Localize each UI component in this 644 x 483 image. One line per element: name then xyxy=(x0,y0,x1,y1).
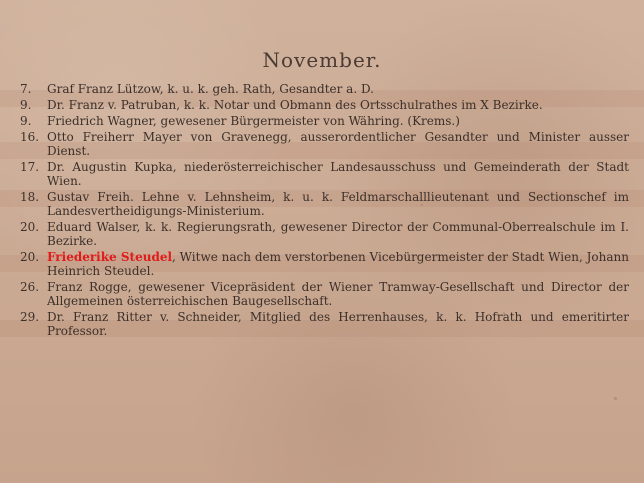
entry-number: 17. xyxy=(20,160,40,174)
entry-text: Friedrich Wagner, gewesener Bürgermeister von Währing. (Krems.) xyxy=(47,114,460,128)
entry-text: Graf Franz Lützow, k. u. k. geh. Rath, Gesandter a. D. xyxy=(47,82,374,96)
list-item xyxy=(20,130,630,158)
entry-text: Otto Freiherr Mayer von Gravenegg, ausserordentlicher Gesandter und Minister ausser Dienst. xyxy=(47,130,629,158)
list-item-highlighted xyxy=(20,250,630,278)
list-item xyxy=(20,310,630,338)
entry-number: 7. xyxy=(20,82,32,96)
list-item xyxy=(20,280,630,308)
highlighted-name: Friederike Steudel xyxy=(47,250,173,264)
page-title: November. xyxy=(262,48,382,72)
entry-text: Eduard Walser, k. k. Regierungsrath, gewesener Director der Communal-Oberrealschule im I. Bezirke. xyxy=(47,220,629,248)
list-item xyxy=(20,82,630,96)
entry-number: 29. xyxy=(20,310,40,324)
entry-text: Gustav Freih. Lehne v. Lehnsheim, k. u. k. Feldmarschalllieutenant und Sectionschef im Landesvertheidigungs-Ministerium. xyxy=(47,190,629,218)
entry-text xyxy=(47,250,629,278)
list-item xyxy=(20,98,630,112)
paper-speck xyxy=(614,397,617,400)
entry-text: Dr. Franz v. Patruban, k. k. Notar und Obmann des Ortsschulrathes im X Bezirke. xyxy=(47,98,543,112)
entry-number: 26. xyxy=(20,280,40,294)
entry-text: Dr. Augustin Kupka, niederösterreichischer Landesausschuss und Gemeinderath der Stadt Wien. xyxy=(47,160,629,188)
list-item xyxy=(20,190,630,218)
entry-text: Franz Rogge, gewesener Vicepräsident der Wiener Tramway-Gesellschaft und Director der Allgemeinen österreichischen Baugesellschaft. xyxy=(47,280,629,308)
list-item xyxy=(20,220,630,248)
entry-list xyxy=(20,82,630,340)
entry-number: 20. xyxy=(20,250,40,264)
entry-number: 16. xyxy=(20,130,40,144)
entry-number: 20. xyxy=(20,220,40,234)
entry-number: 9. xyxy=(20,98,32,112)
entry-text: Dr. Franz Ritter v. Schneider, Mitglied des Herrenhauses, k. k. Hofrath und emeritirter Professor. xyxy=(47,310,629,338)
list-item xyxy=(20,114,630,128)
entry-number: 18. xyxy=(20,190,40,204)
entry-text-rest: , Witwe nach dem verstorbenen Vicebürgermeister der Stadt Wien, Johann Heinrich Steudel. xyxy=(47,250,629,278)
entry-number: 9. xyxy=(20,114,32,128)
list-item xyxy=(20,160,630,188)
